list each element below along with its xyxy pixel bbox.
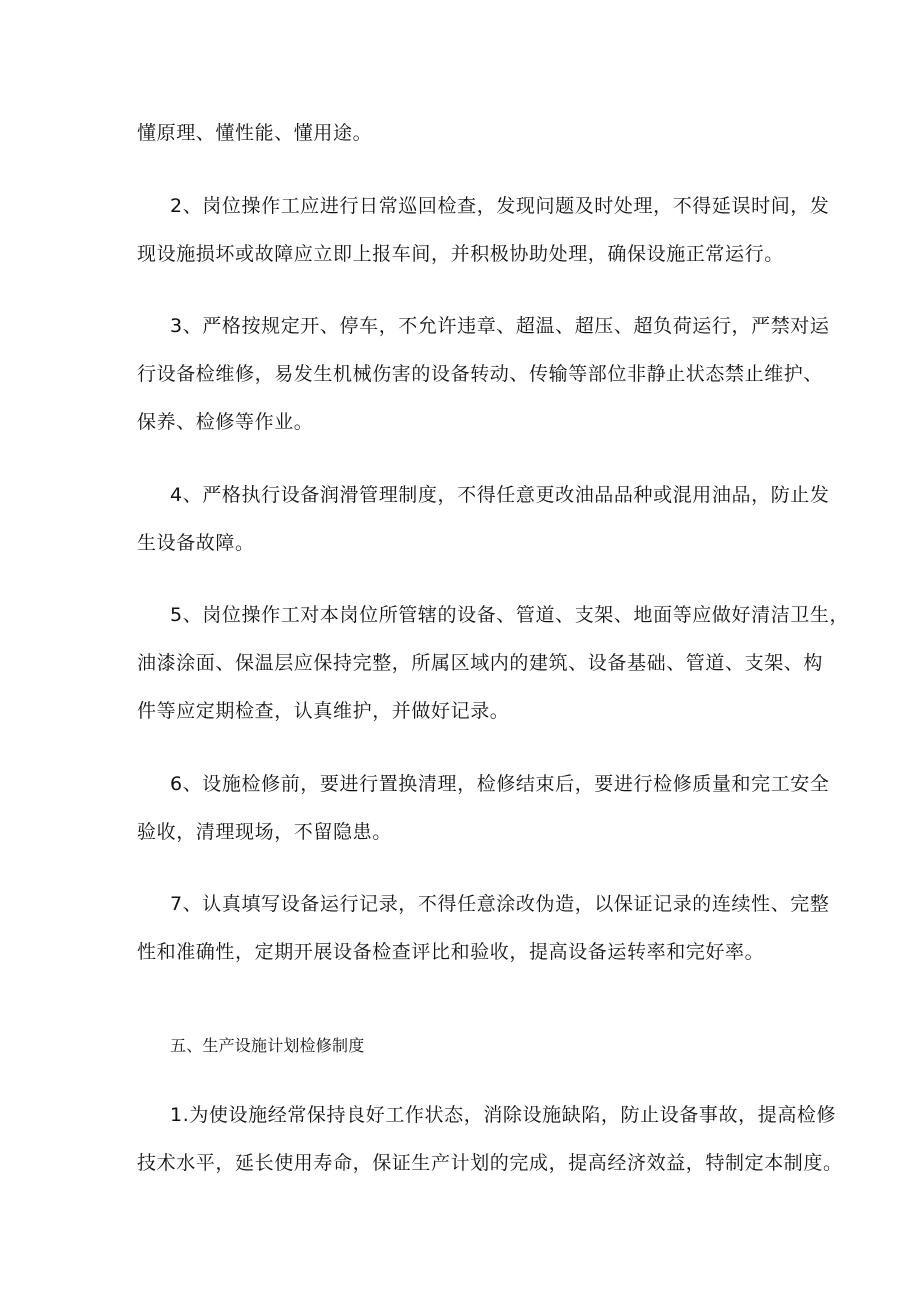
paragraph-2-line-2: 现设施损坏或故障应立即上报车间，并积极协助处理，确保设施正常运行。: [137, 243, 784, 265]
paragraph-3-line-2: 行设备检维修，易发生机械伤害的设备转动、传输等部位非静止状态禁止维护、: [137, 363, 824, 385]
paragraph-7-line-2: 性和准确性，定期开展设备检查评比和验收，提高设备运转率和完好率。: [137, 941, 765, 963]
paragraph-2-line-1: 2、岗位操作工应进行日常巡回检查，发现问题及时处理，不得延误时间，发: [170, 195, 830, 217]
paragraph-4-line-1: 4、严格执行设备润滑管理制度，不得任意更改油品品种或混用油品，防止发: [170, 484, 830, 506]
paragraph-3-line-3: 保养、检修等作业。: [137, 411, 314, 433]
paragraph-5-line-2: 油漆涂面、保温层应保持完整，所属区域内的建筑、设备基础、管道、支架、构: [137, 652, 824, 674]
section-paragraph-1-line-2: 技术水平，延长使用寿命，保证生产计划的完成，提高经济效益，特制定本制度。: [137, 1152, 843, 1174]
paragraph-4-line-2: 生设备故障。: [137, 532, 255, 554]
paragraph-7-line-1: 7、认真填写设备运行记录，不得任意涂改伪造，以保证记录的连续性、完整: [170, 893, 830, 915]
paragraph-3-line-1: 3、严格按规定开、停车，不允许违章、超温、超压、超负荷运行，严禁对运: [170, 315, 830, 337]
paragraph-6-line-2: 验收，清理现场，不留隐患。: [137, 821, 392, 843]
section-paragraph-1-line-1: 1.为使设施经常保持良好工作状态，消除设施缺陷，防止设备事故，提高检修: [170, 1104, 837, 1126]
section-heading: 五、生产设施计划检修制度: [170, 1036, 365, 1055]
paragraph-5-line-1: 5、岗位操作工对本岗位所管辖的设备、管道、支架、地面等应做好清洁卫生，: [170, 604, 850, 626]
paragraph-5-line-3: 件等应定期检查，认真维护，并做好记录。: [137, 700, 510, 722]
text-line-1: 懂原理、懂性能、懂用途。: [137, 122, 373, 144]
paragraph-6-line-1: 6、设施检修前，要进行置换清理，检修结束后，要进行检修质量和完工安全: [170, 773, 830, 795]
